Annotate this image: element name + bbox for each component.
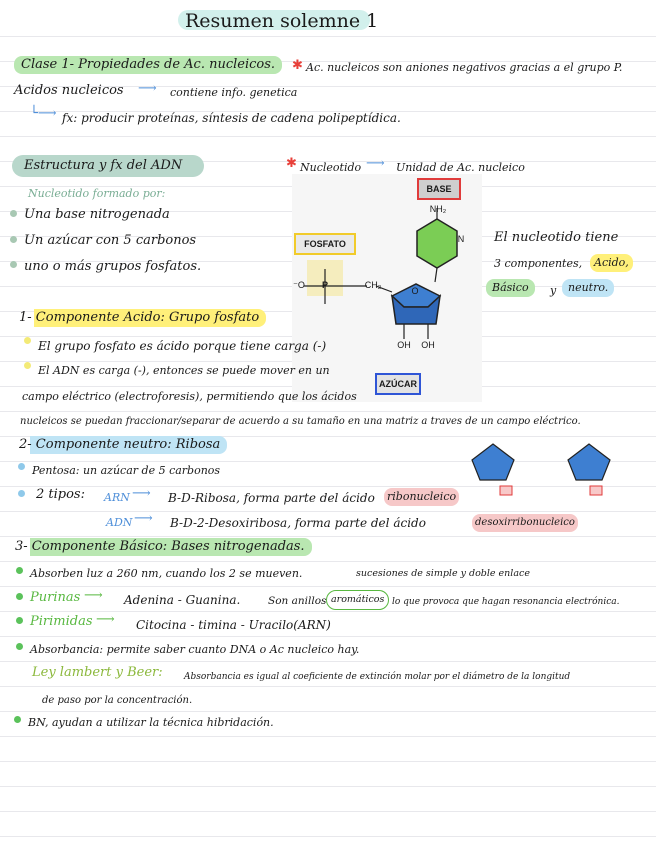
n-label: N <box>457 234 465 244</box>
section1-heading: 1- Componente Acido: Grupo fosfato <box>12 309 266 327</box>
ch2-label: CH₂ <box>364 280 382 290</box>
pirimidas-label: Pirimidas <box>30 614 93 629</box>
bullet <box>24 362 31 369</box>
arrow-hook-icon: └⟶ <box>30 106 57 121</box>
clase1-line2: fx: producir proteínas, síntesis de cadena polipeptídica. <box>62 111 401 125</box>
adn-heading: Estructura y fx del ADN <box>12 155 204 177</box>
o-ring-label: O <box>411 286 419 296</box>
side-note-1: El nucleotido tiene <box>494 230 619 245</box>
ley-text: Absorbancia es igual al coeficiente de extinción molar por el diámetro de la longitud <box>184 672 571 682</box>
arrow-right-icon: ⟶ <box>96 612 115 627</box>
oh-label: OH <box>421 340 435 350</box>
bullet <box>16 567 23 574</box>
ribosa-text: B-D-Ribosa, forma parte del ácido <box>168 491 375 505</box>
arrow-right-icon: ⟶ <box>138 81 157 96</box>
ley-text-2: de paso por la concentración. <box>42 695 193 706</box>
nh2-label: NH₂ <box>429 204 447 214</box>
ribose-diagram <box>462 434 524 498</box>
clase1-line1-a: Acidos nucleicos <box>14 83 124 98</box>
bullet <box>24 337 31 344</box>
adn-item: Un azúcar con 5 carbonos <box>24 233 197 248</box>
clase1-line1-b: contiene info. genetica <box>170 86 298 99</box>
section2-tipos: 2 tipos: <box>36 487 85 502</box>
clase1-heading: Clase 1- Propiedades de Ac. nucleicos. <box>14 56 282 74</box>
fosfato-label: FOSFATO <box>304 239 346 249</box>
adn-label: ADN <box>106 516 133 529</box>
deoxyribose-diagram <box>560 434 622 498</box>
star-icon: ✱ <box>292 58 303 73</box>
bullet <box>16 617 23 624</box>
desoxiribosa-text: B-D-2-Desoxiribosa, forma parte del ácido <box>170 516 426 530</box>
bullet <box>14 716 21 723</box>
nucleotido-note-b: Unidad de Ac. nucleico <box>396 161 525 174</box>
ribonucleico-label: ribonucleico <box>384 488 459 506</box>
adn-item: uno o más grupos fosfatos. <box>24 259 202 274</box>
arrow-right-icon: ⟶ <box>84 588 103 603</box>
bullet <box>10 210 17 217</box>
aromaticos-label: aromáticos <box>326 590 389 610</box>
section1-bullet: El grupo fosfato es ácido porque tiene carga (-) <box>38 339 327 353</box>
nucleotido-note-a: Nucleotido <box>300 161 362 174</box>
resonancia-text: lo que provoca que hagan resonancia electrónica. <box>392 597 620 607</box>
section1-text: nucleicos se puedan fraccionar/separar de acuerdo a su tamaño en una matriz a traves de un campo eléctrico. <box>20 416 581 427</box>
section3-bullet: Absorben luz a 260 nm, cuando los 2 se mueven. <box>30 567 303 580</box>
section3-bullet: BN, ayudan a utilizar la técnica hibridación. <box>28 716 274 729</box>
section3-heading: 3- Componente Básico: Bases nitrogenadas. <box>8 538 312 556</box>
arn-label: ARN <box>104 491 130 504</box>
bullet <box>18 463 25 470</box>
section3-bullet: Absorbancia: permite saber cuanto DNA o Ac nucleico hay. <box>30 643 360 656</box>
side-note-y: y <box>550 284 557 297</box>
desoxirribonucleico-label: desoxirribonucleico <box>472 514 578 532</box>
bullet <box>18 490 25 497</box>
section3-note: sucesiones de simple y doble enlace <box>356 568 530 579</box>
side-note-2: 3 componentes, <box>494 257 583 270</box>
pirimidas-text: Citocina - timina - Uracilo(ARN) <box>136 618 331 632</box>
base-label: BASE <box>426 184 452 194</box>
oh-label: OH <box>397 340 411 350</box>
star-note: Ac. nucleicos son aniones negativos gracias a el grupo P. <box>306 61 623 74</box>
side-note-neutro: neutro. <box>562 279 614 297</box>
adn-item: Una base nitrogenada <box>24 207 170 222</box>
star-icon: ✱ <box>286 156 297 171</box>
side-note-basico: Básico <box>486 279 535 297</box>
arrow-right-icon: ⟶ <box>134 511 153 526</box>
page-title: Resumen solemne 1 <box>185 10 379 32</box>
ley-label: Ley lambert y Beer: <box>32 665 163 680</box>
section1-bullet: El ADN es carga (-), entonces se puede mover en un <box>38 364 330 377</box>
bullet <box>16 593 23 600</box>
section2-bullet: Pentosa: un azúcar de 5 carbonos <box>32 464 221 477</box>
azucar-label: AZÚCAR <box>379 379 417 389</box>
o-minus-label: ⁻O <box>293 280 305 290</box>
purinas-text: Adenina - Guanina. <box>124 593 241 607</box>
adn-subheading: Nucleotido formado por: <box>28 187 166 200</box>
purinas-label: Purinas <box>30 590 81 605</box>
anillos-text: Son anillos <box>268 595 327 607</box>
section2-heading: 2- Componente neutro: Ribosa <box>12 436 227 454</box>
arrow-right-icon: ⟶ <box>366 156 385 171</box>
p-label: P <box>321 280 328 290</box>
side-note-acido: Acido, <box>590 254 633 272</box>
bullet <box>10 236 17 243</box>
arrow-right-icon: ⟶ <box>132 486 151 501</box>
section1-text: campo eléctrico (electroforesis), permitiendo que los ácidos <box>22 390 357 403</box>
bullet <box>10 261 17 268</box>
bullet <box>16 643 23 650</box>
